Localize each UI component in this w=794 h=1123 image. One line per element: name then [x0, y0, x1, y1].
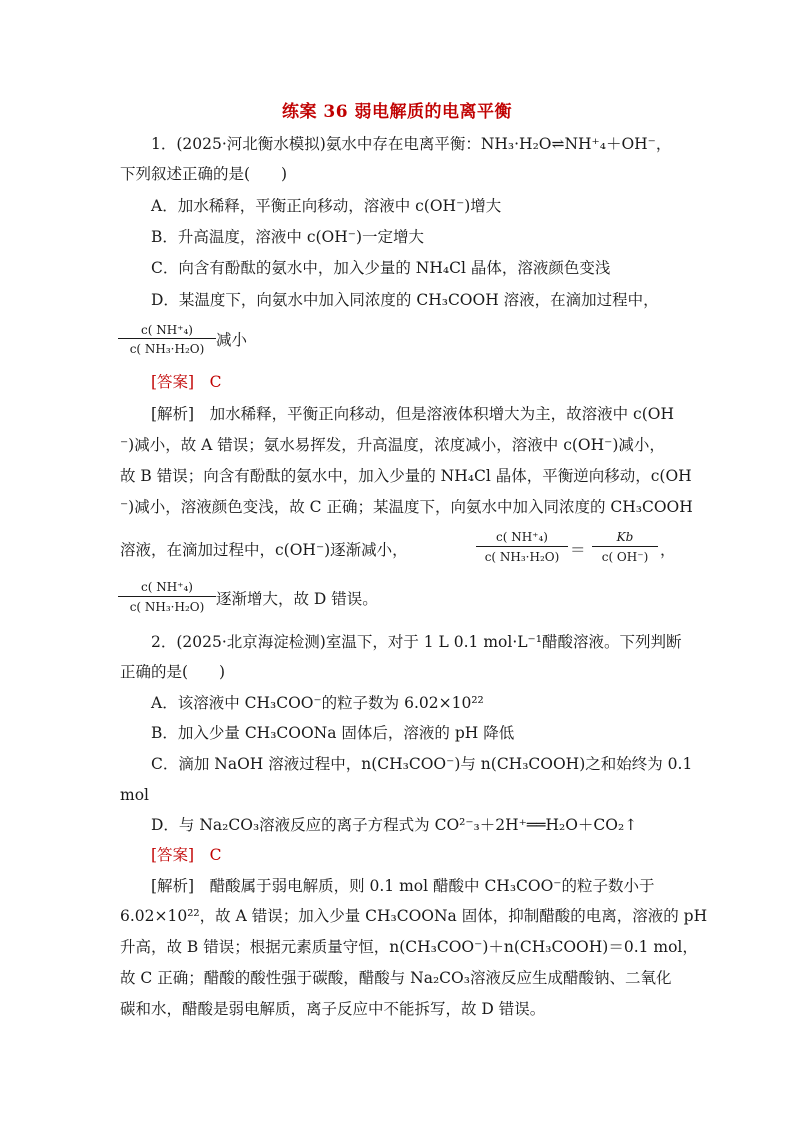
q1-kb-fraction-bar	[592, 546, 658, 547]
q1-option-d-fraction-numerator: c( NH⁺₄)	[140, 323, 193, 337]
q1-option-d-tail: 减小	[216, 331, 248, 349]
q1-stem-line2: 下列叙述正确的是( )	[120, 165, 288, 183]
q1-option-c: C．向含有酚酞的氨水中，加入少量的 NH₄Cl 晶体，溶液颜色变浅	[151, 259, 611, 277]
q1-explanation-line5: 溶液，在滴加过程中，c(OH⁻)逐渐减小，	[120, 541, 408, 559]
q2-stem-line2: 正确的是( )	[120, 663, 226, 681]
q2-explanation-line4: 故 C 正确；醋酸的酸性强于碳酸，醋酸与 Na₂CO₃溶液反应生成醋酸钠、二氧化	[120, 969, 672, 987]
q1-option-d: D．某温度下，向氨水中加入同浓度的 CH₃COOH 溶液，在滴加过程中，	[151, 291, 659, 309]
q2-option-c-line2: mol	[120, 786, 149, 804]
q2-option-d: D．与 Na₂CO₃溶液反应的离子方程式为 CO²⁻₃＋2H⁺══H₂O＋CO₂↑	[151, 816, 638, 834]
q1-eq-equals: ＝	[570, 541, 586, 559]
q1-explanation-line2: ⁻)减小，故 A 错误；氨水易挥发，升高温度，浓度减小，溶液中 c(OH⁻)减小，	[120, 436, 665, 454]
q1-kb-fraction-denominator: c( OH⁻)	[601, 550, 649, 564]
q2-option-b: B．加入少量 CH₃COONa 固体后，溶液的 pH 降低	[151, 724, 515, 742]
q1-eq-fraction-bar	[476, 546, 568, 547]
q1-explanation-tail: 逐渐增大，故 D 错误。	[216, 590, 378, 608]
q1-stem-line1: 1．(2025·河北衡水模拟)氨水中存在电离平衡：NH₃·H₂O⇌NH⁺₄＋OH⁻，	[151, 135, 672, 153]
q2-explanation-line1: [解析] 醋酸属于弱电解质，则 0.1 mol 醋酸中 CH₃COO⁻的粒子数小于	[151, 877, 655, 895]
page-title: 练案 36 弱电解质的电离平衡	[282, 102, 512, 122]
q1-eq-fraction-denominator: c( NH₃·H₂O)	[484, 550, 560, 564]
q2-explanation-line3: 升高，故 B 错误；根据元素质量守恒，n(CH₃COO⁻)＋n(CH₃COOH)＝0.1 mol，	[120, 938, 698, 956]
q2-answer: [答案] C	[151, 846, 222, 864]
q1-eq-comma: ，	[660, 541, 676, 559]
q1-option-d-fraction-bar	[118, 338, 216, 339]
q1-eq-fraction-numerator: c( NH⁺₄)	[495, 530, 548, 544]
q1-explanation-line3: 故 B 错误；向含有酚酞的氨水中，加入少量的 NH₄Cl 晶体，平衡逆向移动，c(OH	[120, 467, 692, 485]
q1-kb-fraction-numerator: Kb	[616, 530, 634, 544]
q1-option-d-fraction-denominator: c( NH₃·H₂O)	[129, 342, 205, 356]
q2-option-c-line1: C．滴加 NaOH 溶液过程中，n(CH₃COO⁻)与 n(CH₃COOH)之和始终为 0.1	[151, 755, 693, 773]
q2-option-a: A．该溶液中 CH₃COO⁻的粒子数为 6.02×10²²	[151, 694, 484, 712]
q1-explanation-line1: [解析] 加水稀释，平衡正向移动，但是溶液体积增大为主，故溶液中 c(OH	[151, 405, 674, 423]
q1-last-fraction-bar	[118, 596, 216, 597]
q1-last-fraction-numerator: c( NH⁺₄)	[140, 580, 193, 594]
q1-last-fraction-denominator: c( NH₃·H₂O)	[129, 600, 205, 614]
q1-option-b: B．升高温度，溶液中 c(OH⁻)一定增大	[151, 228, 424, 246]
q2-explanation-line2: 6.02×10²²，故 A 错误；加入少量 CH₃COONa 固体，抑制醋酸的电离，溶液的 pH	[120, 907, 708, 925]
q2-stem-line1: 2．(2025·北京海淀检测)室温下，对于 1 L 0.1 mol·L⁻¹醋酸溶液。下列判断	[151, 633, 682, 651]
q1-explanation-line4: ⁻)减小，溶液颜色变浅，故 C 正确；某温度下，向氨水中加入同浓度的 CH₃COOH	[120, 498, 693, 516]
q2-explanation-line5: 碳和水，醋酸是弱电解质，离子反应中不能拆写，故 D 错误。	[120, 1000, 546, 1018]
q1-answer: [答案] C	[151, 373, 222, 391]
q1-option-a: A．加水稀释，平衡正向移动，溶液中 c(OH⁻)增大	[151, 197, 502, 215]
